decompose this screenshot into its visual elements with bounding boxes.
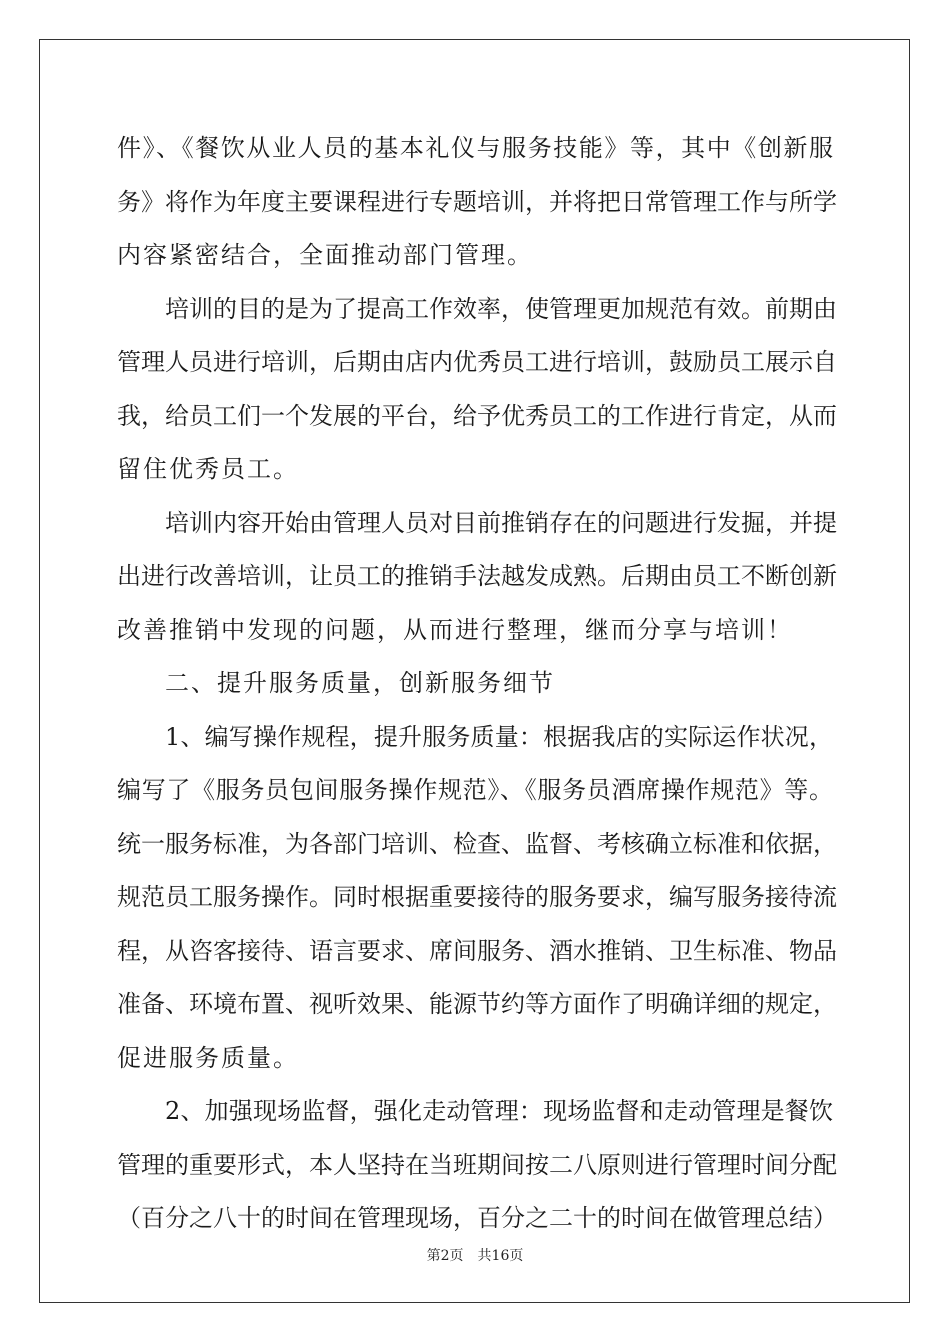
total-pages: 共16页 [477, 1248, 524, 1264]
text-line: 2、加强现场监督，强化走动管理：现场监督和走动管理是餐饮 [165, 1097, 833, 1125]
text-line: 留住优秀员工。 [117, 455, 299, 483]
text-line: 我，给员工们一个发展的平台，给予优秀员工的工作进行肯定，从而 [117, 401, 837, 430]
text-line: 培训的目的是为了提高工作效率，使管理更加规范有效。前期由 [165, 294, 837, 323]
text-line: 1、编写操作规程，提升服务质量：根据我店的实际运作状况， [165, 722, 833, 751]
text-line: 促进服务质量。 [117, 1043, 299, 1072]
text-line: 管理人员进行培训，后期由店内优秀员工进行培训，鼓励员工展示自 [117, 348, 837, 376]
text-line: 出进行改善培训，让员工的推销手法越发成熟。后期由员工不断创新 [117, 562, 837, 590]
page-footer [0, 1245, 950, 1265]
text-line: 程，从咨客接待、语言要求、席间服务、酒水推销、卫生标准、物品 [117, 936, 837, 965]
body-text [117, 122, 837, 1246]
text-line: 件》、《餐饮从业人员的基本礼仪与服务技能》等，其中《创新服 [117, 134, 833, 162]
section-heading: 二、提升服务质量，创新服务细节 [165, 669, 555, 697]
page-number: 第2页 [426, 1248, 464, 1264]
text-line: 培训内容开始由管理人员对目前推销存在的问题进行发掘，并提 [165, 508, 837, 537]
text-line: 规范员工服务操作。同时根据重要接待的服务要求，编写服务接待流 [117, 883, 837, 911]
text-line: 内容紧密结合，全面推动部门管理。 [117, 241, 533, 269]
text-line: 务》将作为年度主要课程进行专题培训，并将把日常管理工作与所学 [117, 187, 837, 216]
text-line: 准备、环境布置、视听效果、能源节约等方面作了明确详细的规定， [117, 990, 837, 1018]
text-line: 统一服务标准，为各部门培训、检查、监督、考核确立标准和依据， [117, 829, 837, 858]
text-line: （百分之八十的时间在管理现场，百分之二十的时间在做管理总结） [117, 1204, 837, 1232]
text-line: 改善推销中发现的问题，从而进行整理，继而分享与培训！ [117, 615, 793, 644]
text-line: 管理的重要形式，本人坚持在当班期间按二八原则进行管理时间分配 [117, 1150, 837, 1179]
text-line: 编写了《服务员包间服务操作规范》、《服务员酒席操作规范》等。 [117, 776, 833, 804]
